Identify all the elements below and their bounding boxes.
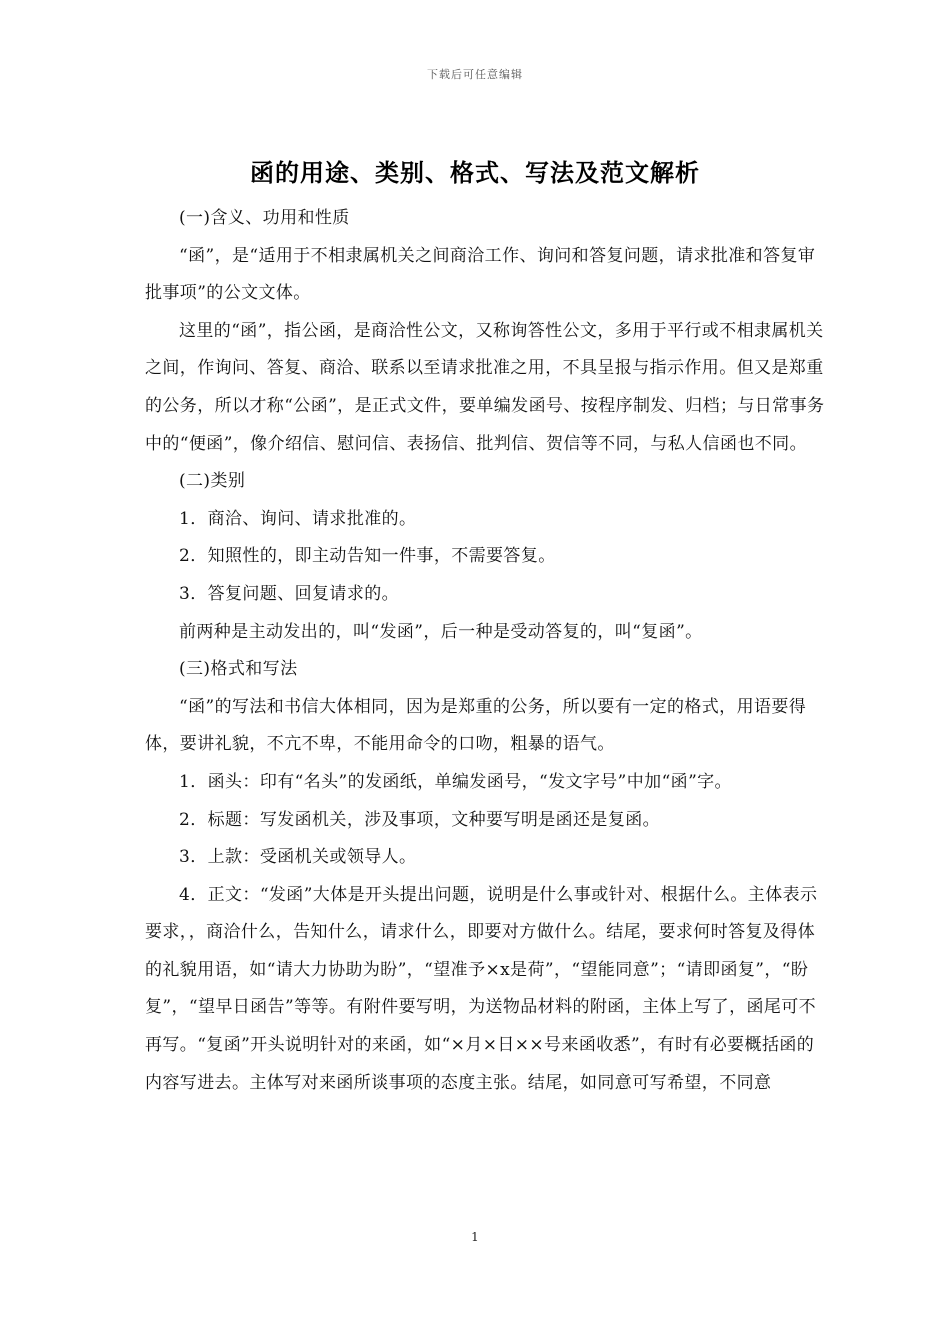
page-number: 1 bbox=[471, 1230, 479, 1244]
list-item: 1．函头：印有“名头”的发函纸，单编发函号，“发文字号”中加“函”字。 bbox=[179, 771, 732, 792]
list-item: 3．上款：受函机关或领导人。 bbox=[179, 847, 417, 868]
header-note: 下载后可任意编辑 bbox=[427, 68, 523, 81]
list-item: 2．知照性的，即主动告知一件事，不需要答复。 bbox=[179, 546, 556, 567]
section-heading: (一)含义、功用和性质 bbox=[179, 208, 350, 228]
document-title: 函的用途、类别、格式、写法及范文解析 bbox=[250, 159, 700, 187]
section-heading: (三)格式和写法 bbox=[179, 659, 298, 680]
list-item: 1．商洽、询问、请求批准的。 bbox=[179, 508, 417, 529]
paragraph: “函”，是“适用于不相隶属机关之间商洽工作、询问和答复问题，请求批准和答复审批事项”的公文文体。 bbox=[145, 245, 816, 304]
paragraph: 前两种是主动发出的，叫“发函”，后一种是受动答复的，叫“复函”。 bbox=[179, 621, 703, 642]
document-body bbox=[145, 200, 825, 1102]
list-item: 4．正文：“发函”大体是开头提出问题，说明是什么事或针对、根据什么。主体表示要求，，商洽什么，告知什么，请求什么，即要对方做什么。结尾，要求何时答复及得体的礼貌用语，如“请大力协助为盼”，“望准予×x是荷”，“望能同意”；“请即函复”，“盼复”，“望早日函告”等等。有附件要写明，为送物品材料的附函，主体上写了，函尾可不再写。“复函”开头说明针对的来函，如“×月×日××号来函收悉”，有时有必要概括函的内容写进去。主体写对来函所谈事项的态度主张。结尾，如同意可写希望，不同意 bbox=[145, 884, 818, 1093]
paragraph: 这里的“函”，指公函，是商洽性公文，又称询答性公文，多用于平行或不相隶属机关之间，作询问、答复、商洽、联系以至请求批准之用，不具呈报与指示作用。但又是郑重的公务，所以才称“公函”，是正式文件，要单编发函号、按程序制发、归档；与日常事务中的“便函”，像介绍信、慰问信、表扬信、批判信、贺信等不同，与私人信函也不同。 bbox=[145, 320, 825, 454]
section-heading: (二)类别 bbox=[179, 471, 246, 492]
paragraph: “函”的写法和书信大体相同，因为是郑重的公务，所以要有一定的格式，用语要得体，要讲礼貌，不亢不卑，不能用命令的口吻，粗暴的语气。 bbox=[145, 696, 807, 755]
list-item: 3．答复问题、回复请求的。 bbox=[179, 583, 400, 604]
list-item: 2．标题：写发函机关，涉及事项，文种要写明是函还是复函。 bbox=[179, 809, 661, 830]
